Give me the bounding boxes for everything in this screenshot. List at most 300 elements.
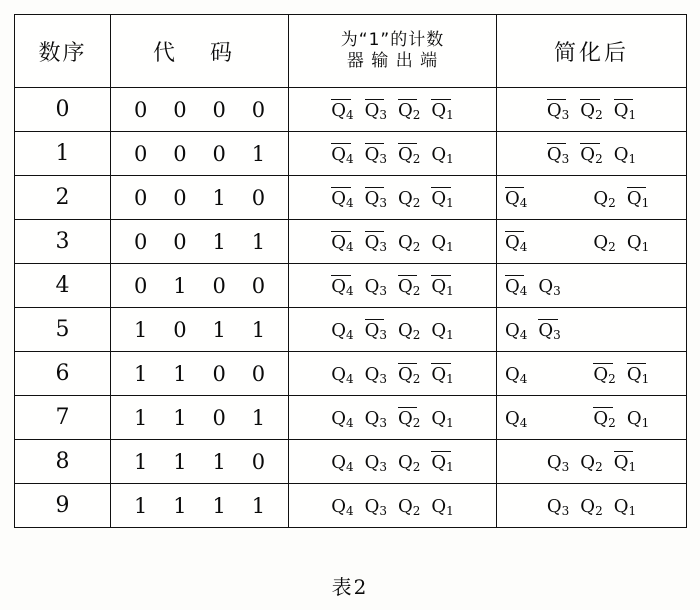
q-symbol: Q [431,275,447,297]
outputs-term [365,143,387,165]
code-bit: 1 [133,493,148,518]
cell-outputs [289,132,497,176]
q-subscript: 4 [519,283,528,298]
simplified-expression [497,363,686,385]
truth-table-container [14,14,686,528]
q-symbol: Q [398,363,413,385]
code-bit: 1 [251,493,266,518]
q-symbol: Q [538,275,554,297]
header-row [15,15,687,88]
code-bit: 0 [133,141,148,166]
cell-code [111,396,289,440]
q-symbol: Q [580,495,596,517]
simplified-term [580,451,602,473]
simplified-expression [497,231,686,253]
q-subscript: 3 [379,371,387,386]
q-subscript: 4 [519,371,528,386]
q-symbol: Q [331,495,346,517]
code-bit: 0 [251,273,266,298]
cell-sequence: 9 [15,484,111,528]
q-subscript: 4 [519,327,528,342]
outputs-expression [289,451,496,473]
q-symbol: Q [364,495,380,517]
code-bit: 1 [133,405,148,430]
table-row [15,484,687,528]
code-bit: 0 [212,141,226,166]
simplified-expression [497,143,686,165]
q-subscript: 2 [412,459,421,474]
simplified-term [614,495,636,517]
outputs-term [331,495,353,517]
outputs-term [431,231,453,253]
q-symbol: Q [431,451,447,473]
simplified-term [580,143,602,165]
outputs-term [331,319,353,341]
q-subscript: 1 [641,371,650,386]
simplified-term [505,363,527,385]
q-symbol: Q [593,363,609,385]
q-symbol: Q [613,451,629,473]
table-row [15,220,687,264]
q-subscript: 1 [641,239,650,254]
q-symbol: Q [505,231,520,253]
code-bit: 0 [251,97,266,122]
q-symbol: Q [546,451,562,473]
cell-code [111,132,289,176]
code-bit: 0 [212,273,226,298]
cell-code [111,176,289,220]
simplified-term [593,231,615,253]
outputs-expression [289,99,496,121]
q-subscript: 1 [641,415,650,430]
q-subscript: 4 [345,195,354,210]
q-symbol: Q [331,275,346,297]
q-subscript: 2 [412,239,421,254]
code-bits [111,406,288,430]
cell-code [111,352,289,396]
outputs-term [365,275,387,297]
q-symbol: Q [331,319,346,341]
table-body [15,88,687,528]
cell-sequence: 4 [15,264,111,308]
code-bits [111,450,288,474]
outputs-term [431,407,453,429]
q-subscript: 1 [628,503,637,518]
q-symbol: Q [626,363,642,385]
code-bit: 0 [251,361,266,386]
cell-code [111,484,289,528]
cell-outputs [289,176,497,220]
outputs-expression [289,187,496,209]
q-symbol: Q [398,187,413,209]
simplified-term [627,231,649,253]
cell-outputs [289,308,497,352]
outputs-term [331,99,353,121]
simplified-expression [497,451,686,473]
cell-outputs [289,396,497,440]
q-subscript: 2 [608,195,616,210]
q-subscript: 1 [628,151,637,166]
q-symbol: Q [505,319,520,341]
cell-code [111,220,289,264]
q-subscript: 2 [412,107,421,122]
q-subscript: 4 [345,239,354,254]
outputs-term [431,319,453,341]
q-subscript: 2 [412,327,421,342]
code-bit: 0 [133,97,148,122]
outputs-term [331,407,353,429]
outputs-term [398,363,420,385]
code-bit: 0 [133,185,148,210]
code-bit: 0 [173,141,187,166]
q-symbol: Q [398,275,413,297]
code-bit: 0 [173,317,187,342]
cell-simplified [497,396,687,440]
q-subscript: 1 [446,371,454,386]
simplified-term [614,99,636,121]
q-subscript: 2 [412,503,421,518]
q-subscript: 2 [608,415,616,430]
code-bit: 1 [173,493,187,518]
q-symbol: Q [431,231,447,253]
cell-outputs [289,220,497,264]
code-bit: 1 [212,317,226,342]
outputs-term [431,143,453,165]
q-subscript: 1 [446,107,454,122]
q-subscript: 2 [412,371,421,386]
cell-simplified [497,440,687,484]
cell-sequence: 1 [15,132,111,176]
q-symbol: Q [364,99,380,121]
cell-simplified [497,352,687,396]
outputs-term [431,363,453,385]
table-row [15,264,687,308]
q-subscript: 2 [412,283,421,298]
header-cell-sequence: 数序 [15,15,111,88]
outputs-term [331,231,353,253]
q-subscript: 3 [379,327,387,342]
q-symbol: Q [431,495,447,517]
table-header [15,15,687,88]
cell-simplified [497,484,687,528]
simplified-term [505,319,527,341]
simplified-term [505,231,527,253]
code-bit: 0 [212,405,226,430]
outputs-term [331,275,353,297]
outputs-term [365,231,387,253]
outputs-term [431,99,453,121]
code-bit: 1 [173,273,187,298]
q-symbol: Q [580,143,596,165]
outputs-term [398,187,420,209]
header-cell-code: 代 码 [111,15,289,88]
table-row [15,352,687,396]
simplified-term [593,187,615,209]
outputs-term [398,231,420,253]
outputs-term [365,451,387,473]
table-row [15,176,687,220]
cell-code [111,264,289,308]
q-subscript: 1 [446,283,454,298]
q-symbol: Q [431,363,447,385]
q-symbol: Q [331,363,346,385]
q-symbol: Q [398,99,413,121]
q-symbol: Q [331,407,346,429]
q-subscript: 3 [379,503,387,518]
code-bit: 1 [212,493,226,518]
table-row [15,396,687,440]
code-bit: 0 [173,229,187,254]
cell-code [111,88,289,132]
outputs-term [365,495,387,517]
q-subscript: 1 [446,327,454,342]
q-subscript: 3 [561,151,570,166]
simplified-term [627,187,649,209]
q-symbol: Q [331,231,346,253]
cell-outputs [289,484,497,528]
q-subscript: 4 [519,415,528,430]
simplified-term [547,495,569,517]
q-subscript: 1 [628,107,637,122]
cell-code [111,440,289,484]
header-cell-outputs [289,15,497,88]
code-bits [111,98,288,122]
simplified-expression [497,319,686,341]
code-bits [111,318,288,342]
q-subscript: 1 [446,459,454,474]
cell-sequence: 5 [15,308,111,352]
q-subscript: 4 [345,107,354,122]
code-bit: 0 [251,449,266,474]
q-symbol: Q [331,451,346,473]
outputs-term [365,319,387,341]
cell-outputs [289,352,497,396]
code-bit: 1 [251,141,266,166]
q-subscript: 2 [412,195,421,210]
simplified-term [547,451,569,473]
code-bit: 0 [173,97,187,122]
outputs-expression [289,363,496,385]
code-bit: 0 [133,273,148,298]
header-cell-simplified: 简化后 [497,15,687,88]
cell-sequence: 0 [15,88,111,132]
outputs-term [365,187,387,209]
q-symbol: Q [398,143,413,165]
q-symbol: Q [431,187,447,209]
simplified-expression [497,99,686,121]
simplified-term [547,99,569,121]
simplified-term [614,451,636,473]
cell-code [111,308,289,352]
code-bit: 1 [173,361,187,386]
outputs-term [431,495,453,517]
q-subscript: 1 [446,503,454,518]
q-subscript: 3 [553,327,561,342]
code-bit: 0 [133,229,148,254]
simplified-term [505,275,527,297]
simplified-term [580,495,602,517]
cell-sequence: 7 [15,396,111,440]
q-subscript: 4 [345,459,354,474]
q-subscript: 1 [446,195,454,210]
outputs-expression [289,319,496,341]
cell-simplified [497,176,687,220]
outputs-expression [289,275,496,297]
q-symbol: Q [613,143,629,165]
outputs-term [398,451,420,473]
q-subscript: 1 [446,415,454,430]
q-subscript: 3 [561,107,570,122]
q-subscript: 4 [345,151,354,166]
q-symbol: Q [546,495,562,517]
q-symbol: Q [364,275,380,297]
q-symbol: Q [398,407,413,429]
simplified-expression [497,495,686,517]
q-subscript: 2 [608,371,616,386]
q-symbol: Q [626,407,642,429]
q-symbol: Q [431,319,447,341]
q-symbol: Q [331,99,346,121]
simplified-expression [497,187,686,209]
q-symbol: Q [593,407,609,429]
outputs-term [398,275,420,297]
cell-sequence: 2 [15,176,111,220]
code-bit: 1 [133,449,148,474]
q-subscript: 3 [379,107,387,122]
q-subscript: 3 [379,415,387,430]
q-subscript: 2 [595,107,603,122]
code-bit: 1 [212,229,226,254]
outputs-term [331,363,353,385]
table-row [15,88,687,132]
code-bit: 0 [251,185,266,210]
code-bit: 1 [212,185,226,210]
cell-simplified [497,264,687,308]
q-subscript: 3 [379,195,387,210]
code-bits [111,142,288,166]
q-symbol: Q [580,451,596,473]
q-symbol: Q [398,451,413,473]
q-symbol: Q [364,451,380,473]
simplified-term [593,407,615,429]
cell-simplified [497,132,687,176]
q-symbol: Q [398,319,413,341]
q-symbol: Q [398,231,413,253]
q-subscript: 2 [595,503,603,518]
q-symbol: Q [431,143,447,165]
simplified-term [627,407,649,429]
outputs-term [431,275,453,297]
q-subscript: 2 [595,459,603,474]
outputs-term [431,187,453,209]
figure-caption: 表2 [331,575,369,599]
code-bit: 1 [133,361,148,386]
q-symbol: Q [364,187,380,209]
q-subscript: 1 [446,151,454,166]
code-bit: 1 [251,317,266,342]
q-subscript: 3 [561,503,570,518]
outputs-term [331,187,353,209]
code-bit: 0 [173,185,187,210]
outputs-term [431,451,453,473]
code-bit: 1 [251,229,266,254]
q-subscript: 3 [379,283,387,298]
cell-simplified [497,88,687,132]
code-bits [111,186,288,210]
cell-sequence: 6 [15,352,111,396]
simplified-term [538,319,560,341]
q-symbol: Q [626,231,642,253]
code-bits [111,362,288,386]
q-subscript: 3 [553,283,561,298]
simplified-term [593,363,615,385]
outputs-term [331,451,353,473]
q-subscript: 4 [519,239,528,254]
q-subscript: 4 [519,195,528,210]
code-bits [111,274,288,298]
code-bit: 1 [173,405,187,430]
simplified-term [580,99,602,121]
outputs-expression [289,143,496,165]
q-subscript: 3 [379,459,387,474]
outputs-expression [289,231,496,253]
q-symbol: Q [431,99,447,121]
code-bit: 1 [133,317,148,342]
q-subscript: 1 [446,239,454,254]
q-symbol: Q [593,187,609,209]
q-subscript: 2 [608,239,616,254]
q-symbol: Q [546,99,562,121]
q-symbol: Q [431,407,447,429]
q-subscript: 4 [345,327,354,342]
q-subscript: 3 [379,239,387,254]
q-subscript: 3 [561,459,570,474]
q-subscript: 1 [628,459,637,474]
q-symbol: Q [364,363,380,385]
outputs-term [398,495,420,517]
q-subscript: 4 [345,283,354,298]
simplified-expression [497,275,686,297]
q-subscript: 4 [345,503,354,518]
cell-outputs [289,440,497,484]
q-symbol: Q [613,99,629,121]
header-outputs-line2: 器 输 出 端 [346,51,439,71]
code-bit: 1 [173,449,187,474]
q-symbol: Q [593,231,609,253]
q-symbol: Q [505,363,520,385]
outputs-expression [289,407,496,429]
cell-simplified [497,308,687,352]
outputs-term [365,407,387,429]
simplified-term [614,143,636,165]
table-row [15,132,687,176]
q-symbol: Q [505,275,520,297]
code-bits [111,230,288,254]
q-symbol: Q [613,495,629,517]
table-row [15,308,687,352]
code-bit: 0 [212,97,226,122]
truth-table [14,14,687,528]
outputs-term [398,319,420,341]
q-symbol: Q [364,143,380,165]
q-subscript: 2 [412,415,421,430]
q-symbol: Q [364,319,380,341]
header-outputs-line1: 为“1”的计数 [340,30,445,51]
outputs-term [331,143,353,165]
outputs-term [398,99,420,121]
cell-simplified [497,220,687,264]
q-symbol: Q [580,99,596,121]
